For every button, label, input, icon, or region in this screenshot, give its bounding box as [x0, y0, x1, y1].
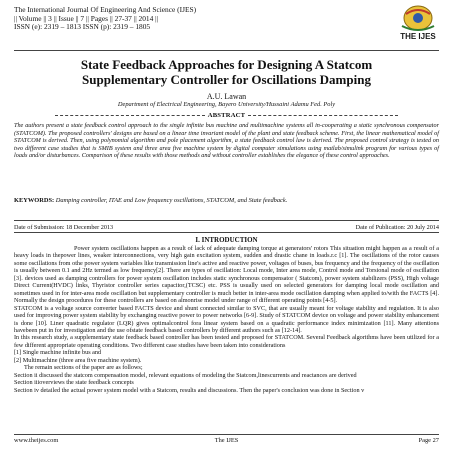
author-name: A.U. Lawan — [206, 92, 247, 101]
abstract-rule-left — [55, 115, 205, 116]
journal-header — [14, 6, 374, 32]
intro-paragraph: Section iv detailed the actual power system model with a Statcom, results and discussions. Then the paper's conclusion was done in Section v — [14, 386, 365, 394]
page-footer — [14, 437, 439, 444]
journal-issue: || Volume || 3 || Issue || 7 || Pages || 27-37 || 2014 || — [14, 13, 159, 23]
footer-page-number: Page 27 — [418, 437, 439, 444]
intro-paragraph: Power system oscillations happen as a result of lack of adequate damping torque at generators' rotors This situation might happen as a result of a heavy loads in thepower lines, weaker interconnections, very high gain excitation system, sudden and drastic chane in loads.r.c [1]. The oscillations of the rotor causes some oscillations from othe power system variables like transmission line's active and reactive power, voltages of buses, bus frequency and the frequency of the oscillation is usually between 0.1 and 2Hz termed as low frequency[2]. There are types of oscillation: Local mode, Inter area mode, Control mode and Torsional mode of oscillation [3]. devices used as damping controllers for power system oscillation includes static synchronous compensator ( Statcom), power system stabilizers (PSS), High voltage Direct Current(HVDC) links, Thyristor controller series capacitor,(TCSC) etc. PSS is usually used on selected generators for damping local mode oscillation and sometimes used in for inter-area mode oscillation but supplementary controller is much better in inter-area mode oscillation damping when applied to/with the FACTS [4]. Normally the design procedures for these controllers are based on almonrise model under range of different operating points [4-5]. — [14, 245, 439, 305]
journal-name: The International Journal Of Engineering And Science (IJES) — [14, 5, 197, 14]
dates-row — [14, 224, 439, 231]
logo-emblem-icon — [392, 4, 444, 34]
ijes-logo — [392, 4, 444, 48]
logo-text: THE IJES — [400, 32, 436, 41]
footer-publisher: The IJES — [214, 437, 239, 444]
title-line-1: State Feedback Approaches for Designing A Statcom — [80, 57, 373, 72]
abstract-heading — [14, 112, 439, 119]
intro-paragraph: Section iiioverviews the state feedback concepts — [14, 379, 134, 387]
keywords — [14, 197, 439, 205]
intro-paragraph: STATCOM is a voltage source converter based FACTS device and shunt connected similar to SVC, that are usually meant for voltage stability and regulation. It is also used for improving power system stability by exchanging reactive power to power networks [6-9]. Study of STATCOM device on voltage and power stability enhancement is done [10]. Liner quadratic regulator (LQR) gives optimalcontrol fora linear system based on a quadratic performance index minimization [11]. Many attentions havebeen put in for investigation and the use ofstate feedback based controllers by different authors such as [12-14]. — [14, 304, 439, 334]
title-line-2: Supplementary Controller for Oscillations Damping — [82, 71, 371, 87]
date-submission: Date of Submission: 18 December 2013 — [14, 224, 114, 231]
intro-body — [14, 245, 439, 394]
abstract-heading-text: ABSTRACT — [207, 112, 246, 119]
dates-rule-bottom — [14, 232, 439, 233]
abstract-text: The authors present a state feedback control approach to the single infinite bus machine and multimachine systems all in-cooperating a static synchronous compensator (STATCOM). The proposed controllers' designs are based on a linear time invariant model of the plant and state feedback scheme. First, the linear mathematical model of STATCOM is derived. Then, using polynomial algorithm and pole placement algorithm, a state feedback control law is derived. The proposed control strategy is tested on two different case studies that is SMIB system and three area five machine system by digital computer simulations using matlab/simulink program for various types of loads and/or disturbances. Comparison of these results with those methods and without controller establishes the elegance of these control approaches. — [14, 122, 439, 160]
date-publication: Date of Publication: 20 July 2014 — [355, 224, 439, 231]
keywords-label: KEYWORDS: — [14, 197, 55, 204]
dates-rule-top — [14, 220, 439, 221]
intro-paragraph: The remain sections of the paper are as follows; — [24, 364, 143, 372]
list-item: [2] Multimachine (three area five machine system). — [14, 356, 142, 364]
list-item: [1] Single machine infinite bus and — [14, 349, 102, 357]
paper-title — [30, 58, 423, 87]
intro-paragraph: Section ii discussed the statcom compensation model, relevant equations of modeling the Statcom,linescurrents and reactances are derived — [14, 371, 357, 379]
intro-paragraph: In this research study, a supplementary state feedback based controller has been tested and proposed for STATCOM. Several Feedback algorithms have been utilized for a few different appropriate operating conditions. Two different case studies have been taken into considerations — [14, 334, 439, 349]
header-rule — [14, 50, 439, 51]
keywords-text: Damping controller, ITAE and Low frequency oscillations, STATCOM, and State feedback. — [55, 197, 288, 204]
author-affiliation: Department of Electrical Engineering, Bayero University/Hussaini Adamu Fed. Poly — [117, 101, 336, 108]
footer-website: www.theijes.com — [14, 437, 59, 444]
abstract-rule-right — [248, 115, 398, 116]
section-heading: I. INTRODUCTION — [195, 236, 258, 244]
journal-issn: ISSN (e): 2319 – 1813 ISSN (p): 2319 – 1805 — [14, 22, 151, 32]
footer-rule — [14, 434, 439, 435]
